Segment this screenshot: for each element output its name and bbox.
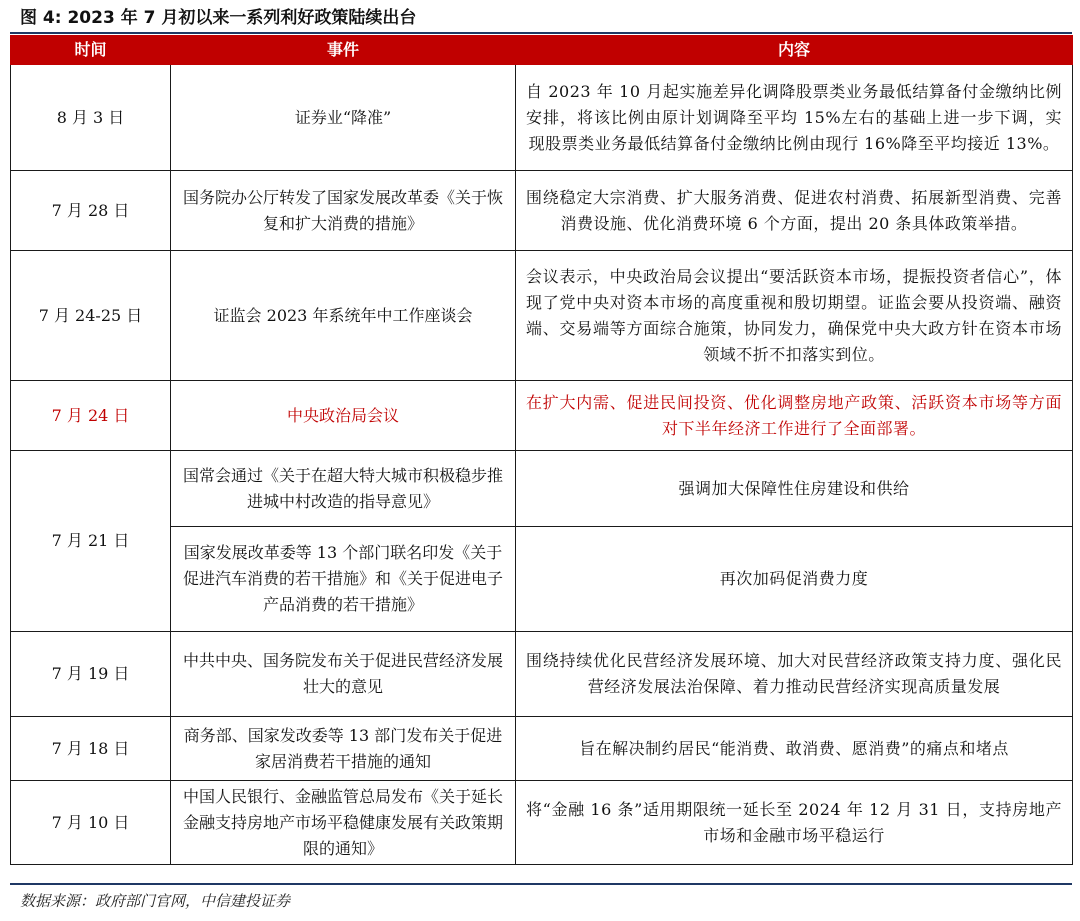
header-date: 时间 [11,36,171,65]
row-event: 中共中央、国务院发布关于促进民营经济发展壮大的意见 [171,632,516,717]
row-event: 中国人民银行、金融监管总局发布《关于延长金融支持房地产市场平稳健康发展有关政策期限的通知》 [171,781,516,865]
row-date: 7 月 19 日 [11,632,171,717]
table-row [11,251,1073,381]
row-date: 7 月 21 日 [11,451,171,632]
row-date: 8 月 3 日 [11,65,171,171]
row-content: 会议表示，中央政治局会议提出“要活跃资本市场，提振投资者信心”，体现了党中央对资本市场的高度重视和殷切期望。证监会要从投资端、融资端、交易端等方面综合施策，协同发力，确保党中央大政方针在资本市场领域不折不扣落实到位。 [516,251,1073,381]
row-date: 7 月 18 日 [11,717,171,781]
row-event: 证券业“降准” [171,65,516,171]
row-event: 证监会 2023 年系统年中工作座谈会 [171,251,516,381]
row-content: 自 2023 年 10 月起实施差异化调降股票类业务最低结算备付金缴纳比例安排，将该比例由原计划调降至平均 15%左右的基础上进一步下调，实现股票类业务最低结算备付金缴纳比例由现行 16%降至平均接近 13%。 [516,65,1073,171]
top-rule [10,32,1072,34]
row-event: 商务部、国家发改委等 13 部门发布关于促进家居消费若干措施的通知 [171,717,516,781]
header-event: 事件 [171,36,516,65]
figure-source: 数据来源：政府部门官网，中信建投证券 [20,892,291,910]
table-row [11,717,1073,781]
row-date: 7 月 10 日 [11,781,171,865]
row-content: 围绕稳定大宗消费、扩大服务消费、促进农村消费、拓展新型消费、完善消费设施、优化消费环境 6 个方面，提出 20 条具体政策举措。 [516,171,1073,251]
table-row-highlighted [11,381,1073,451]
row-content: 将“金融 16 条”适用期限统一延长至 2024 年 12 月 31 日，支持房地产市场和金融市场平稳运行 [516,781,1073,865]
row-event: 国务院办公厅转发了国家发展改革委《关于恢复和扩大消费的措施》 [171,171,516,251]
policy-events-table [10,35,1073,865]
table-row [11,632,1073,717]
table-header-row [11,36,1073,65]
row-event: 国常会通过《关于在超大特大城市积极稳步推进城中村改造的指导意见》 [171,451,516,527]
row-date: 7 月 28 日 [11,171,171,251]
table-row [11,781,1073,865]
row-date: 7 月 24-25 日 [11,251,171,381]
figure-title: 图 4: 2023 年 7 月初以来一系列利好政策陆续出台 [20,8,417,28]
row-event: 国家发展改革委等 13 个部门联名印发《关于促进汽车消费的若干措施》和《关于促进电子产品消费的若干措施》 [171,527,516,632]
table-row [11,65,1073,171]
row-content: 旨在解决制约居民“能消费、敢消费、愿消费”的痛点和堵点 [516,717,1073,781]
row-content: 围绕持续优化民营经济发展环境、加大对民营经济政策支持力度、强化民营经济发展法治保障、着力推动民营经济实现高质量发展 [516,632,1073,717]
bottom-rule [10,883,1072,885]
row-content: 在扩大内需、促进民间投资、优化调整房地产政策、活跃资本市场等方面对下半年经济工作进行了全面部署。 [516,381,1073,451]
table-row [11,451,1073,527]
row-content: 再次加码促消费力度 [516,527,1073,632]
header-content: 内容 [516,36,1073,65]
table-row [11,527,1073,632]
table-row [11,171,1073,251]
row-date: 7 月 24 日 [11,381,171,451]
row-event: 中央政治局会议 [171,381,516,451]
row-content: 强调加大保障性住房建设和供给 [516,451,1073,527]
